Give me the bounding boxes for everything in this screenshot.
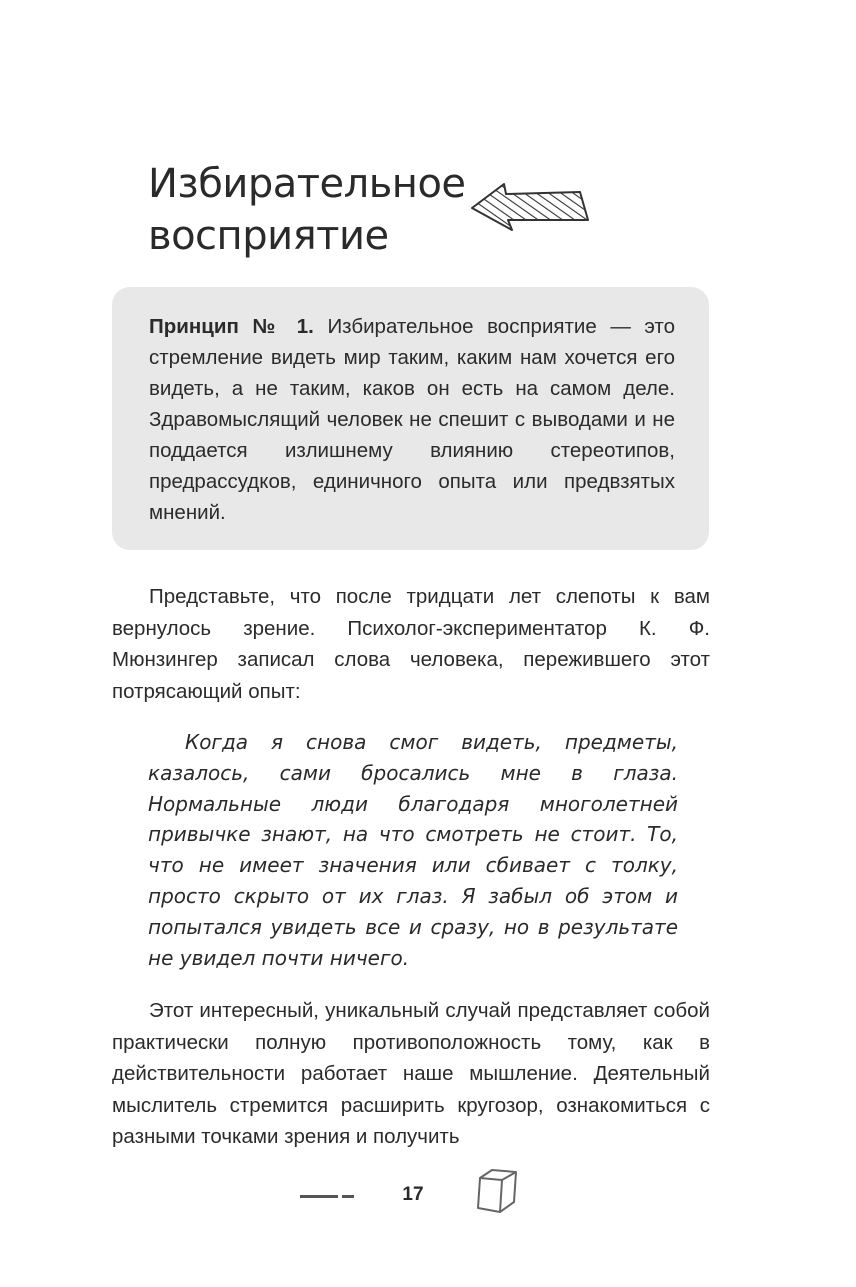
quote-block: Когда я снова смог видеть, предметы, казалось, сами бросались мне в глаза. Нормальные люди благодаря многолетней привычке знают, на что смотреть не стоит. То, что не имеет значения или сбивает с толку, просто скрыто от их глаз. Я забыл об этом и попытался увидеть все и сразу, но в результате не увидел почти ничего.: [148, 730, 678, 970]
principle-text: [149, 311, 675, 528]
principle-label: Принцип № 1.: [149, 315, 314, 338]
body-paragraph-1: Представьте, что после тридцати лет слепоты к вам вернулось зрение. Психолог-экспериментатор К. Ф. Мюнзингер записал слова человека, пережившего этот потрясающий опыт:: [112, 585, 710, 703]
chapter-title-line-2: восприятие: [148, 213, 389, 259]
arrow-icon: [468, 180, 594, 232]
principle-body: Избирательное восприятие — это стремление видеть мир таким, каким нам хочется его видеть, а не таким, каков он есть на самом деле. Здравомыслящий человек не спешит с выводами и не поддается излишнему влиянию стереотипов, предрассудков, единичного опыта или предвзятых мнений.: [149, 315, 675, 524]
body-paragraph-2: Этот интересный, уникальный случай представляет собой практически полную противоположность тому, как в действительности работает наше мышление. Деятельный мыслитель стремится расширить кругозор, ознакомиться с разными точками зрения и получить: [112, 999, 710, 1148]
chapter-title-line-1: Избирательное: [148, 161, 466, 207]
footer-dash-icon: [300, 1194, 356, 1200]
cube-icon: [474, 1168, 520, 1214]
page-number: 17: [402, 1184, 424, 1205]
principle-box: [112, 287, 709, 550]
